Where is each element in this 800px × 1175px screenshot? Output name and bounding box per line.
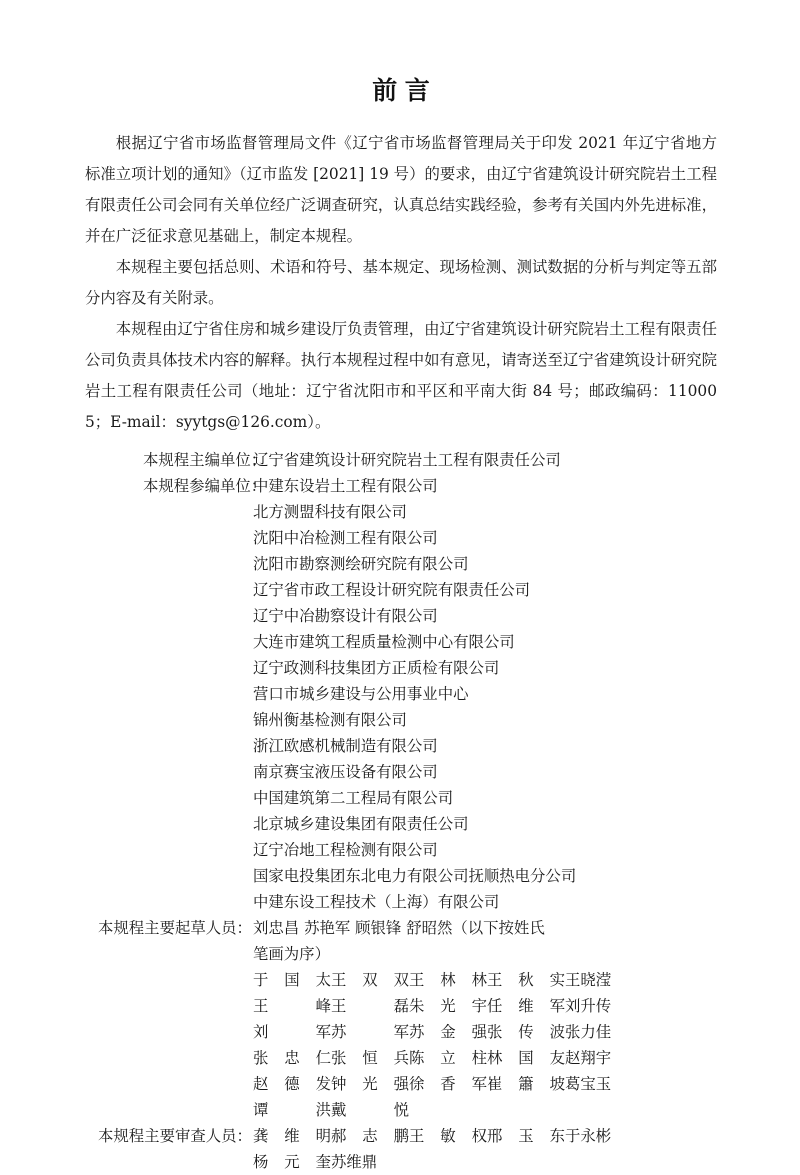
person-name: 王磊	[331, 997, 409, 1015]
person-name: 王林林	[409, 971, 487, 989]
person-name: 张忠仁	[253, 1049, 331, 1067]
list-item: 中国建筑第二工程局有限公司	[253, 789, 454, 807]
reviewers-label: 本规程主要审查人员：	[98, 1127, 252, 1145]
person-name: 谭洪	[253, 1101, 331, 1119]
person-name: 苏军	[331, 1023, 409, 1041]
name-row	[253, 993, 717, 1019]
person-name: 刘军	[253, 1023, 331, 1041]
name-row	[253, 967, 717, 993]
person-name: 张恒兵	[331, 1049, 409, 1067]
co-editors-list	[240, 473, 717, 915]
list-item: 国家电投集团东北电力有限公司抚顺热电分公司	[253, 867, 577, 885]
chief-editor-row	[85, 447, 717, 473]
person-name: 葛宝玉	[565, 1075, 612, 1093]
page-content	[85, 0, 717, 1175]
page-title: 前言	[372, 76, 438, 105]
drafters-label: 本规程主要起草人员：	[98, 919, 252, 937]
person-name: 于国太	[253, 971, 331, 989]
person-name: 杨元奎	[253, 1153, 331, 1171]
name-row	[253, 1071, 717, 1097]
list-item: 北京城乡建设集团有限责任公司	[253, 815, 469, 833]
person-name: 王峰	[253, 997, 331, 1015]
list-item: 大连市建筑工程质量检测中心有限公司	[253, 633, 515, 651]
person-name: 赵翔宇	[565, 1049, 612, 1067]
person-name: 林国友	[487, 1049, 565, 1067]
list-item: 中建东设岩土工程有限公司	[253, 477, 438, 495]
credits-block	[85, 447, 717, 1175]
name-row	[253, 1149, 717, 1175]
person-name: 任维军	[487, 997, 565, 1015]
name-row	[253, 1045, 717, 1071]
paragraph-2: 本规程主要包括总则、术语和符号、基本规定、现场检测、测试数据的分析与判定等五部分内容及有关附录。	[85, 258, 717, 307]
chief-editor-label: 本规程主编单位：	[143, 451, 267, 469]
person-name: 王秋实	[487, 971, 565, 989]
co-editors-label: 本规程参编单位：	[143, 477, 267, 495]
person-name: 陈立柱	[409, 1049, 487, 1067]
person-name: 王双双	[331, 971, 409, 989]
chief-editor-value: 辽宁省建筑设计研究院岩土工程有限责任公司	[253, 451, 561, 469]
list-item: 辽宁中冶勘察设计有限公司	[253, 607, 438, 625]
list-item: 中建东设工程技术（上海）有限公司	[253, 893, 500, 911]
person-name: 戴悦	[331, 1101, 409, 1119]
person-name: 徐香军	[409, 1075, 487, 1093]
drafters-lead-line: 刘忠昌 苏艳军 顾银锋 舒昭然（以下按姓氏	[253, 919, 545, 937]
person-name: 钟光强	[331, 1075, 409, 1093]
drafters-row	[85, 915, 717, 1123]
list-item: 南京赛宝液压设备有限公司	[253, 763, 438, 781]
list-item: 营口市城乡建设与公用事业中心	[253, 685, 469, 703]
person-name: 郝志鹏	[331, 1127, 409, 1145]
list-item: 沈阳中冶检测工程有限公司	[253, 529, 438, 547]
name-row	[253, 1123, 717, 1149]
person-name: 邢玉东	[487, 1127, 565, 1145]
reviewers-list	[240, 1123, 717, 1175]
list-item: 辽宁冶地工程检测有限公司	[253, 841, 438, 859]
name-row	[253, 1019, 717, 1045]
person-name: 赵德发	[253, 1075, 331, 1093]
paragraph-3: 本规程由辽宁省住房和城乡建设厅负责管理，由辽宁省建筑设计研究院岩土工程有限责任公司负责具体技术内容的解释。执行本规程过程中如有意见，请寄送至辽宁省建筑设计研究院岩土工程有限责任公司（地址：辽宁省沈阳市和平区和平南大街 84 号；邮政编码：110005；E-mail：syytgs@126.com）。	[85, 320, 717, 431]
list-item: 锦州衡基检测有限公司	[253, 711, 407, 729]
list-item: 北方测盟科技有限公司	[253, 503, 407, 521]
list-item: 辽宁政测科技集团方正质检有限公司	[253, 659, 500, 677]
co-editors-row	[85, 473, 717, 915]
drafters-lead-line-continued: 笔画为序）	[253, 945, 330, 963]
person-name: 王敏权	[409, 1127, 487, 1145]
person-name: 苏维鼎	[331, 1153, 378, 1171]
list-item: 辽宁省市政工程设计研究院有限责任公司	[253, 581, 531, 599]
person-name: 朱光宇	[409, 997, 487, 1015]
person-name: 于永彬	[565, 1127, 612, 1145]
person-name: 张传波	[487, 1023, 565, 1041]
person-name: 龚维明	[253, 1127, 331, 1145]
person-name: 刘升传	[565, 997, 612, 1015]
paragraph-1: 根据辽宁省市场监督管理局文件《辽宁省市场监督管理局关于印发 2021 年辽宁省地方标准立项计划的通知》（辽市监发 [2021] 19 号）的要求，由辽宁省建筑设计研究院岩土工程有限责任公司会同有关单位经广泛调查研究，认真总结实践经验，参考有关国内外先进标准，并在广泛征求意见基础上，制定本规程。	[85, 134, 717, 245]
person-name: 张力佳	[565, 1023, 612, 1041]
drafters-list	[240, 915, 717, 1123]
list-item: 沈阳市勘察测绘研究院有限公司	[253, 555, 469, 573]
name-row	[253, 1097, 717, 1123]
list-item: 浙江欧感机械制造有限公司	[253, 737, 438, 755]
reviewers-row	[85, 1123, 717, 1175]
person-name: 崔簫坡	[487, 1075, 565, 1093]
person-name: 苏金强	[409, 1023, 487, 1041]
person-name: 王晓滢	[565, 971, 612, 989]
